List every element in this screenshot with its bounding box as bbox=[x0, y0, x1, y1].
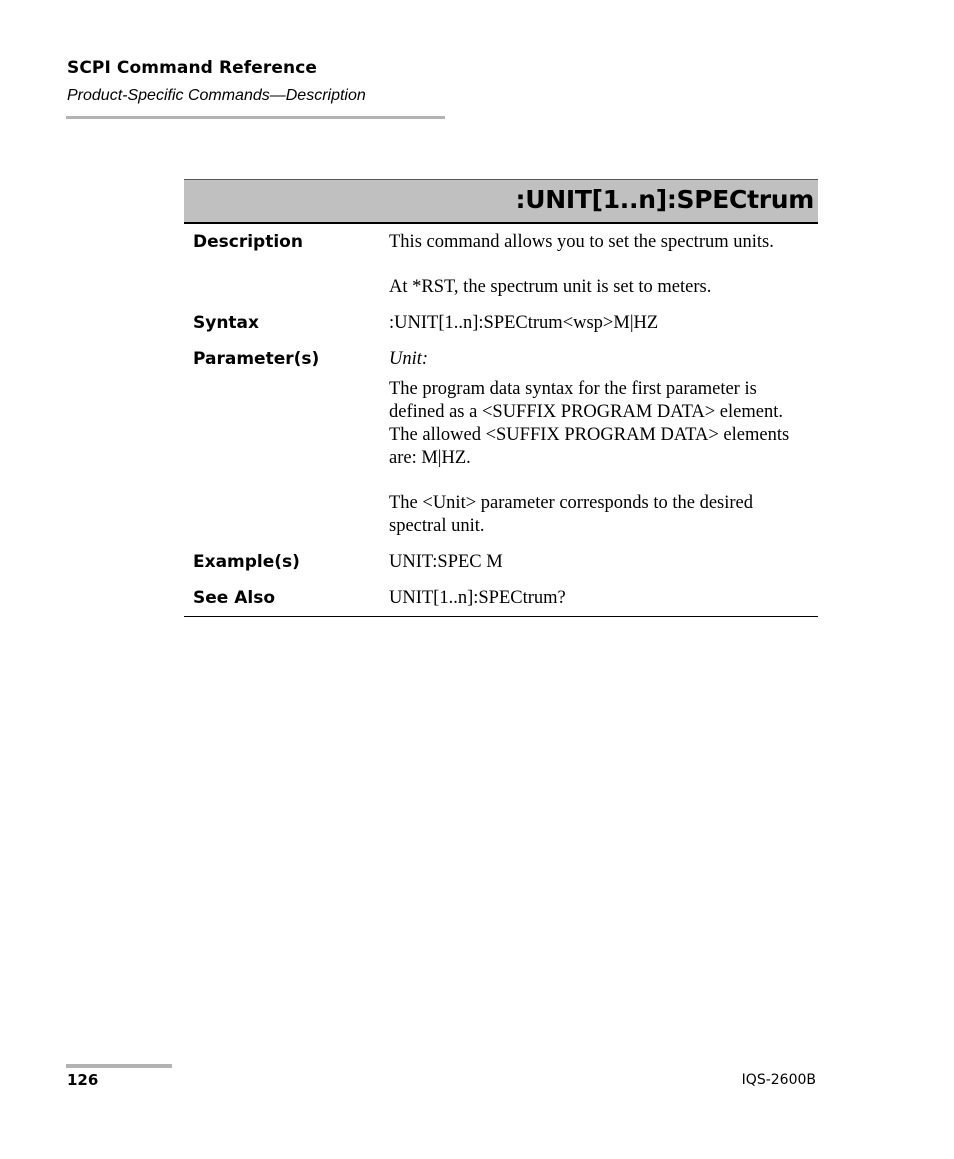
header-divider bbox=[66, 116, 445, 119]
section-title: SCPI Command Reference bbox=[67, 58, 318, 78]
row-label-see-also: See Also bbox=[193, 588, 276, 608]
row-value-examples bbox=[389, 551, 818, 574]
row-value-parameters bbox=[389, 348, 818, 538]
description-paragraph-1: This command allows you to set the spectrum units. bbox=[389, 232, 774, 252]
command-rows bbox=[184, 231, 818, 617]
command-title-bar bbox=[184, 179, 818, 224]
command-table bbox=[184, 179, 818, 617]
see-also-value: UNIT[1..n]:SPECtrum? bbox=[389, 588, 566, 608]
row-parameters bbox=[184, 348, 818, 538]
product-name: IQS-2600B bbox=[741, 1072, 816, 1088]
section-subtitle: Product-Specific Commands—Description bbox=[67, 87, 366, 104]
row-label-description: Description bbox=[193, 232, 303, 252]
command-title: :UNIT[1..n]:SPECtrum bbox=[515, 185, 814, 214]
example-value: UNIT:SPEC M bbox=[389, 552, 503, 572]
row-label-examples: Example(s) bbox=[193, 552, 300, 572]
row-see-also bbox=[184, 587, 818, 610]
row-description bbox=[184, 231, 818, 299]
row-value-see-also bbox=[389, 587, 818, 610]
parameter-paragraph-2: The <Unit> parameter corresponds to the desired spectral unit. bbox=[389, 493, 754, 536]
row-examples bbox=[184, 551, 818, 574]
row-value-syntax bbox=[389, 312, 818, 335]
row-value-description bbox=[389, 231, 818, 299]
description-paragraph-2: At *RST, the spectrum unit is set to meters. bbox=[389, 277, 712, 297]
parameter-name: Unit: bbox=[389, 349, 429, 369]
row-label-parameters: Parameter(s) bbox=[193, 349, 320, 369]
parameter-paragraph-1: The program data syntax for the first parameter is defined as a <SUFFIX PROGRAM DATA> element. The allowed <SUFFIX PROGRAM DATA> elements are: M|HZ. bbox=[389, 379, 790, 468]
row-label-syntax: Syntax bbox=[193, 313, 259, 333]
footer-divider bbox=[66, 1064, 172, 1068]
row-syntax bbox=[184, 312, 818, 335]
page-number: 126 bbox=[67, 1071, 99, 1089]
syntax-value: :UNIT[1..n]:SPECtrum<wsp>M|HZ bbox=[389, 313, 659, 333]
